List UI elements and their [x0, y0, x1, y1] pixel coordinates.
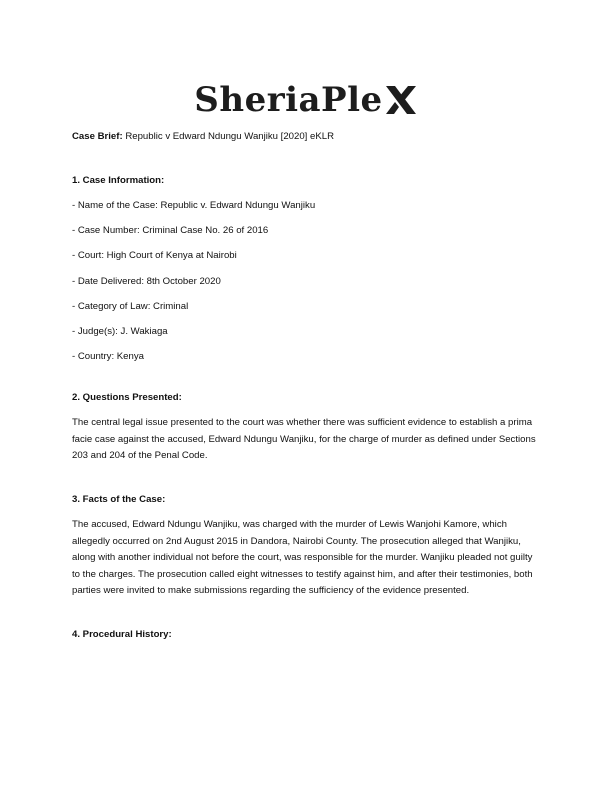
info-item-court: - Court: High Court of Kenya at Nairobi: [72, 250, 237, 262]
info-item-country: - Country: Kenya: [72, 351, 144, 363]
section-heading-case-information: 1. Case Information:: [72, 175, 165, 186]
case-brief-document: [72, 130, 542, 642]
sheriaplex-logo: [0, 76, 612, 124]
info-item-case-number: - Case Number: Criminal Case No. 26 of 2016: [72, 225, 269, 237]
sheriaplex-x-logo-icon: [384, 83, 418, 117]
case-brief-line: [72, 130, 542, 144]
info-item-category: - Category of Law: Criminal: [72, 300, 189, 312]
logo-wordmark: [194, 80, 417, 120]
info-item-judges: - Judge(s): J. Wakiaga: [72, 325, 168, 337]
info-item-date-delivered: - Date Delivered: 8th October 2020: [72, 275, 221, 287]
logo-text: SheriaPle: [194, 80, 383, 120]
section-heading-procedural-history: 4. Procedural History:: [72, 629, 172, 641]
info-item-case-name: - Name of the Case: Republic v. Edward Ndungu Wanjiku: [72, 200, 316, 211]
questions-presented-paragraph: The central legal issue presented to the court was whether there was sufficient evidence to establish a prima facie case against the accused, Edward Ndungu Wanjiku, for the charge of murder as defined under Sections 203 and 204 of the Penal Code.: [72, 417, 536, 461]
case-brief-title: Republic v Edward Ndungu Wanjiku [2020] eKLR: [122, 131, 335, 142]
facts-paragraph: The accused, Edward Ndungu Wanjiku, was charged with the murder of Lewis Wanjohi Kamore, which allegedly occurred on 2nd August 2015 in Dandora, Nairobi County. The prosecution alleged that Wanjiku, along with another individual not before the court, was responsible for the murder. Wanjiku pleaded not guilty to the charges. The prosecution called eight witnesses to testify against him, and after their testimonies, both parties were invited to make submissions regarding the sufficiency of the evidence presented.: [72, 519, 533, 596]
section-heading-questions-presented: 2. Questions Presented:: [72, 392, 182, 404]
case-information-list: [72, 199, 542, 364]
case-brief-label: Case Brief:: [72, 131, 123, 142]
section-heading-facts: 3. Facts of the Case:: [72, 494, 166, 506]
